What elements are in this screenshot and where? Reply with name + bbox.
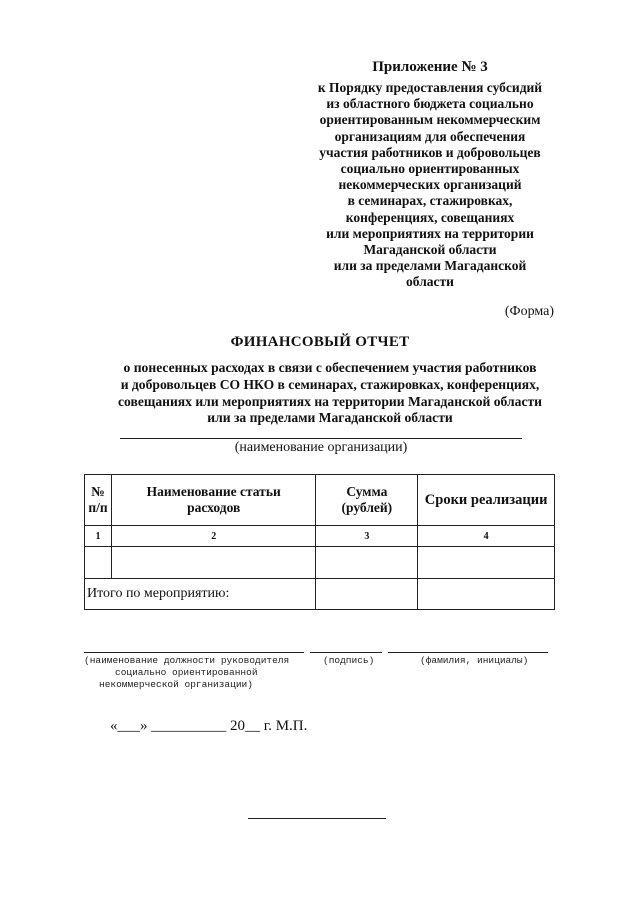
footer-rule — [248, 818, 386, 819]
position-caption-line: некоммерческой организации) — [99, 679, 253, 690]
appendix-line: ориентированным некоммерческим — [319, 112, 541, 128]
column-number: 1 — [85, 526, 112, 547]
appendix-line: в семинарах, стажировках, — [347, 193, 513, 209]
form-label: (Форма) — [504, 304, 554, 319]
table-header-row — [85, 475, 555, 526]
report-title: ФИНАНСОВЫЙ ОТЧЕТ — [230, 334, 410, 350]
column-number: 3 — [316, 526, 418, 547]
position-caption-line: социально ориентированной — [115, 667, 258, 678]
table-cell[interactable] — [316, 547, 418, 579]
header-number-line: № — [91, 484, 105, 499]
subtitle-line: и добровольцев СО НКО в семинарах, стажировках, конференциях, — [120, 376, 540, 392]
name-field[interactable] — [388, 652, 548, 653]
position-field[interactable] — [84, 652, 304, 653]
signature-caption: (подпись) — [323, 655, 375, 666]
subtitle-line: или за пределами Магаданской области — [207, 410, 453, 426]
header-item-line: Наименование статьи — [146, 484, 281, 499]
header-item-name — [111, 475, 316, 526]
total-label: Итого по мероприятию: — [85, 579, 316, 610]
total-terms-cell[interactable] — [418, 579, 555, 610]
position-caption-line: (наименование должности руководителя — [84, 655, 290, 666]
date-stamp-line[interactable]: «___» __________ 20__ г. М.П. — [110, 718, 308, 734]
signature-field[interactable] — [310, 652, 382, 653]
organization-caption: (наименование организации) — [234, 440, 408, 455]
appendix-line: организациям для обеспечения — [334, 128, 526, 144]
header-terms: Сроки реализации — [418, 475, 555, 526]
appendix-line: Магаданской области — [363, 242, 497, 258]
subtitle-line: совещаниях или мероприятиях на территории Магаданской области — [118, 393, 542, 409]
appendix-line: из областного бюджета социально — [326, 96, 534, 112]
appendix-line: некоммерческих организаций — [338, 177, 522, 193]
subtitle-line: о понесенных расходах в связи с обеспечением участия работников — [123, 360, 537, 375]
report-subtitle — [60, 360, 600, 427]
appendix-line: или мероприятиях на территории — [326, 225, 534, 241]
appendix-line: к Порядку предоставления субсидий — [317, 80, 543, 95]
name-caption: (фамилия, инициалы) — [420, 655, 529, 666]
appendix-header — [300, 58, 560, 291]
header-number — [85, 475, 112, 526]
appendix-line: участия работников и добровольцев — [319, 144, 541, 160]
column-number: 2 — [111, 526, 316, 547]
table-cell[interactable] — [111, 547, 316, 579]
table-cell[interactable] — [418, 547, 555, 579]
appendix-line: конференциях, совещаниях — [345, 209, 515, 225]
header-sum-line: Сумма — [346, 484, 388, 499]
table-cell[interactable] — [85, 547, 112, 579]
expense-table — [84, 474, 555, 610]
header-item-line: расходов — [187, 500, 241, 515]
total-row — [85, 579, 555, 610]
header-number-line: п/п — [88, 500, 108, 515]
appendix-title: Приложение № 3 — [372, 59, 488, 75]
appendix-line: области — [406, 274, 454, 290]
header-sum — [316, 475, 418, 526]
position-caption — [84, 655, 314, 691]
appendix-line: или за пределами Магаданской — [333, 258, 527, 274]
total-sum-cell[interactable] — [316, 579, 418, 610]
header-sum-line: (рублей) — [341, 500, 393, 515]
table-row — [85, 547, 555, 579]
column-number: 4 — [418, 526, 555, 547]
appendix-line: социально ориентированных — [340, 161, 520, 177]
organization-name-field[interactable] — [120, 438, 522, 439]
column-number-row — [85, 526, 555, 547]
